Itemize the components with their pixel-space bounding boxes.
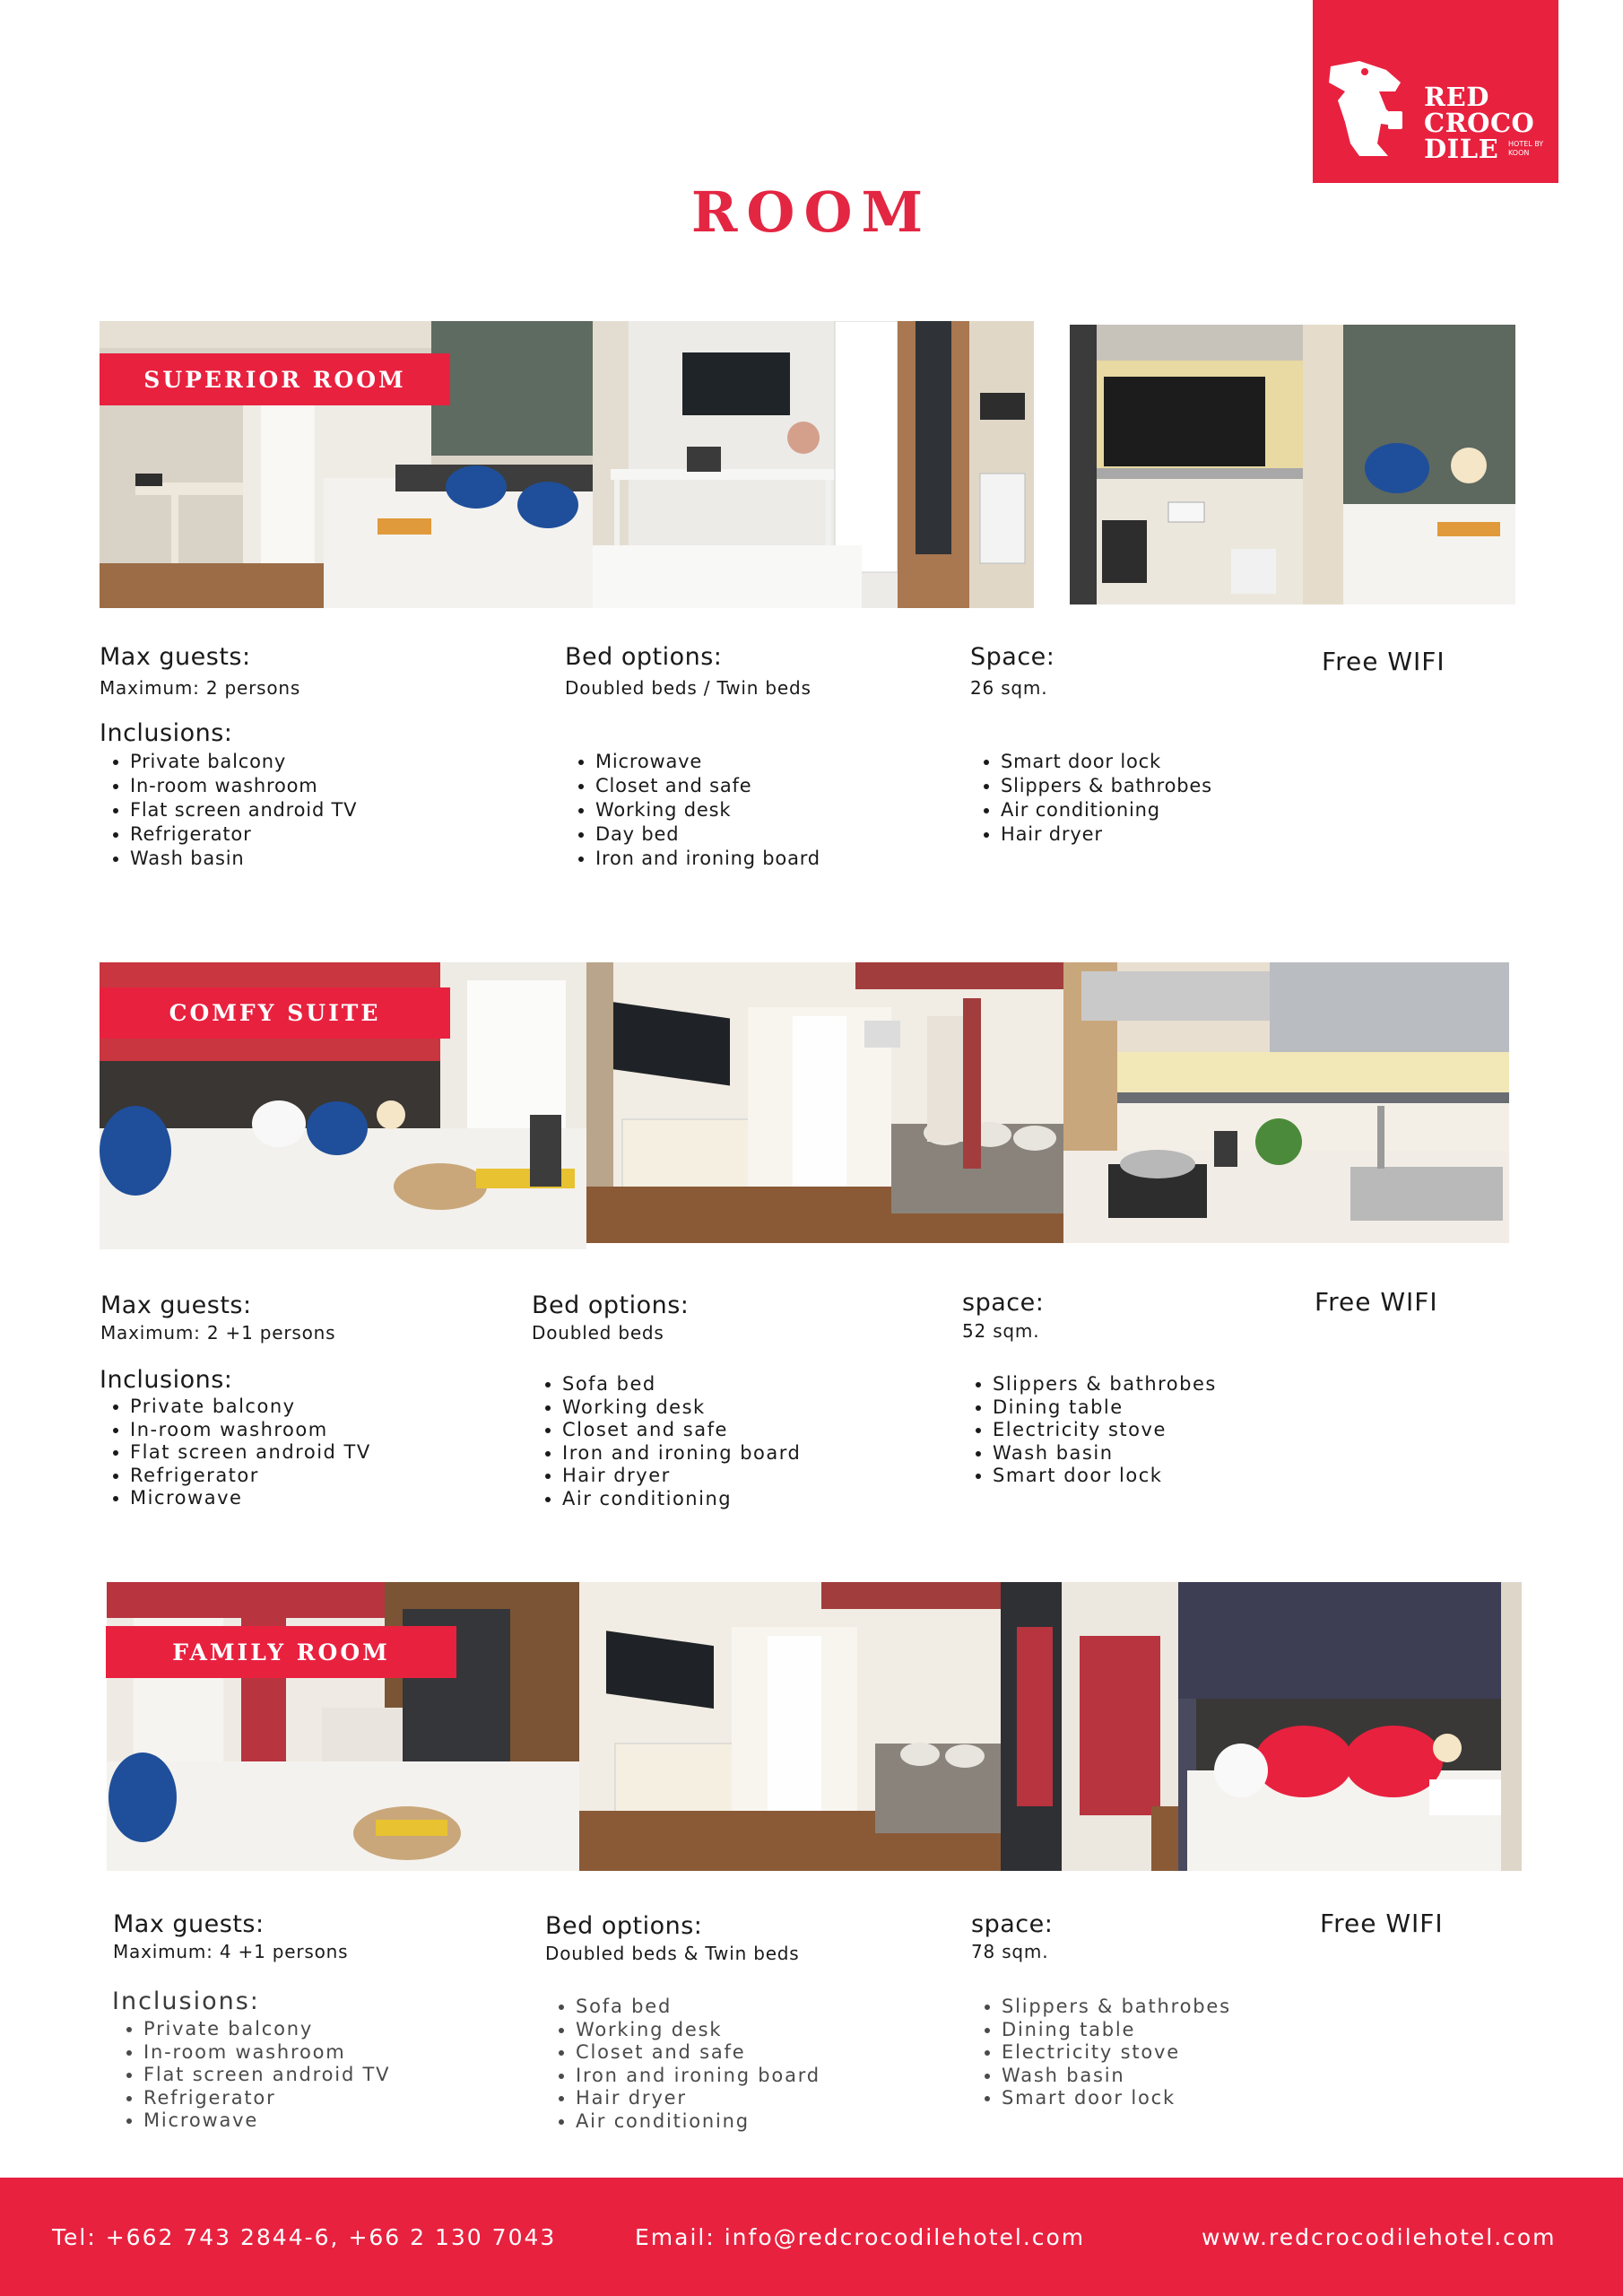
superior-inclusions-label: Inclusions: <box>100 719 233 747</box>
list-item: • Smart door lock <box>1001 750 1212 774</box>
list-item: • Private balcony <box>130 750 357 774</box>
family-bed-value: Doubled beds & Twin beds <box>545 1943 800 1964</box>
superior-space-label: Space: <box>970 643 1055 671</box>
list-item: • Slippers & bathrobes <box>1002 1996 1231 2019</box>
logo-line-1: RED <box>1424 82 1489 112</box>
family-space-value: 78 sqm. <box>971 1941 1049 1962</box>
list-item: • Refrigerator <box>143 2087 390 2110</box>
superior-bed-label: Bed options: <box>565 643 723 671</box>
list-item: • Microwave <box>130 1487 371 1510</box>
comfy-inclusions-col-3 <box>962 1373 1217 1488</box>
list-item: • Microwave <box>143 2109 390 2133</box>
family-guests-value: Maximum: 4 +1 persons <box>113 1941 349 1962</box>
family-room-badge: FAMILY ROOM <box>106 1626 456 1678</box>
family-bed-label: Bed options: <box>545 1912 703 1940</box>
list-item: • Closet and safe <box>562 1419 801 1442</box>
comfy-suite-badge: COMFY SUITE <box>100 987 450 1039</box>
list-item: • Smart door lock <box>1002 2087 1231 2110</box>
comfy-wifi: Free WIFI <box>1315 1287 1438 1317</box>
superior-kitchenette-photo <box>1070 325 1515 604</box>
superior-space-value: 26 sqm. <box>970 677 1048 699</box>
superior-wifi: Free WIFI <box>1322 647 1445 676</box>
list-item: • Wash basin <box>993 1442 1217 1465</box>
list-item: • Sofa bed <box>562 1373 801 1396</box>
comfy-space-label: space: <box>962 1289 1045 1317</box>
list-item: • Sofa bed <box>576 1996 820 2019</box>
comfy-kitchen-photo <box>1063 962 1509 1243</box>
list-item: • In-room washroom <box>130 1419 371 1442</box>
list-item: • Working desk <box>576 2019 820 2042</box>
list-item: • Refrigerator <box>130 822 357 847</box>
comfy-guests-value: Maximum: 2 +1 persons <box>100 1322 336 1344</box>
footer-website[interactable]: www.redcrocodilehotel.com <box>1202 2224 1557 2250</box>
list-item: • Smart door lock <box>993 1465 1217 1488</box>
comfy-guests-label: Max guests: <box>100 1292 252 1319</box>
family-living-room-photo <box>579 1582 1062 1871</box>
list-item: • Working desk <box>562 1396 801 1420</box>
list-item: • In-room washroom <box>143 2041 390 2065</box>
logo-line-2: CROCO <box>1424 108 1535 138</box>
superior-inclusions-col-2 <box>565 750 820 871</box>
family-guests-label: Max guests: <box>113 1910 265 1938</box>
comfy-inclusions-col-1 <box>100 1396 371 1510</box>
comfy-inclusions-col-2 <box>532 1373 801 1510</box>
family-inclusions-col-3 <box>971 1996 1231 2110</box>
list-item: • Closet and safe <box>595 774 820 798</box>
list-item: • Refrigerator <box>130 1465 371 1488</box>
comfy-bed-value: Doubled beds <box>532 1322 664 1344</box>
comfy-living-room-photo <box>586 962 1063 1243</box>
list-item: • Private balcony <box>143 2018 390 2041</box>
logo-line-3: DILE <box>1424 134 1499 164</box>
list-item: • Electricity stove <box>1002 2041 1231 2065</box>
footer-phone: Tel: +662 743 2844-6, +66 2 130 7043 <box>52 2224 557 2250</box>
superior-room-badge: SUPERIOR ROOM <box>100 353 450 405</box>
list-item: • Iron and ironing board <box>576 2065 820 2088</box>
list-item: • Electricity stove <box>993 1419 1217 1442</box>
list-item: • Slippers & bathrobes <box>1001 774 1212 798</box>
list-item: • Flat screen android TV <box>143 2064 390 2087</box>
footer-email[interactable]: Email: info@redcrocodilehotel.com <box>635 2224 1086 2250</box>
list-item: • Hair dryer <box>562 1465 801 1488</box>
page-title: ROOM <box>690 179 933 245</box>
list-item: • Microwave <box>595 750 820 774</box>
superior-inclusions-col-3 <box>970 750 1212 847</box>
family-inclusions-label: Inclusions: <box>112 1987 260 2015</box>
list-item: • Dining table <box>993 1396 1217 1420</box>
superior-inclusions-col-1 <box>100 750 357 871</box>
list-item: • Air conditioning <box>576 2110 820 2134</box>
family-inclusions-col-2 <box>545 1996 820 2133</box>
hotel-logo <box>1313 0 1558 183</box>
family-space-label: space: <box>971 1910 1054 1938</box>
list-item: • Air conditioning <box>1001 798 1212 822</box>
contact-footer <box>0 2178 1623 2296</box>
family-wifi: Free WIFI <box>1320 1909 1444 1938</box>
comfy-inclusions-label: Inclusions: <box>100 1366 233 1394</box>
list-item: • Flat screen android TV <box>130 1441 371 1465</box>
list-item: • In-room washroom <box>130 774 357 798</box>
comfy-bed-label: Bed options: <box>532 1292 690 1319</box>
crocodile-mascot-icon <box>1324 56 1420 161</box>
comfy-space-value: 52 sqm. <box>962 1320 1040 1342</box>
list-item: • Closet and safe <box>576 2041 820 2065</box>
family-second-bedroom-photo <box>1062 1582 1522 1871</box>
logo-subtext: HOTEL BY KOON <box>1508 140 1544 157</box>
list-item: • Hair dryer <box>1001 822 1212 847</box>
list-item: • Wash basin <box>130 847 357 871</box>
superior-desk-photo <box>593 321 1034 608</box>
family-inclusions-col-1 <box>113 2018 390 2133</box>
list-item: • Private balcony <box>130 1396 371 1419</box>
superior-bed-value: Doubled beds / Twin beds <box>565 677 812 699</box>
list-item: • Hair dryer <box>576 2087 820 2110</box>
superior-guests-label: Max guests: <box>100 643 251 671</box>
superior-guests-value: Maximum: 2 persons <box>100 677 301 699</box>
list-item: • Iron and ironing board <box>595 847 820 871</box>
list-item: • Air conditioning <box>562 1488 801 1511</box>
list-item: • Working desk <box>595 798 820 822</box>
list-item: • Flat screen android TV <box>130 798 357 822</box>
list-item: • Dining table <box>1002 2019 1231 2042</box>
list-item: • Slippers & bathrobes <box>993 1373 1217 1396</box>
list-item: • Wash basin <box>1002 2065 1231 2088</box>
list-item: • Day bed <box>595 822 820 847</box>
list-item: • Iron and ironing board <box>562 1442 801 1465</box>
